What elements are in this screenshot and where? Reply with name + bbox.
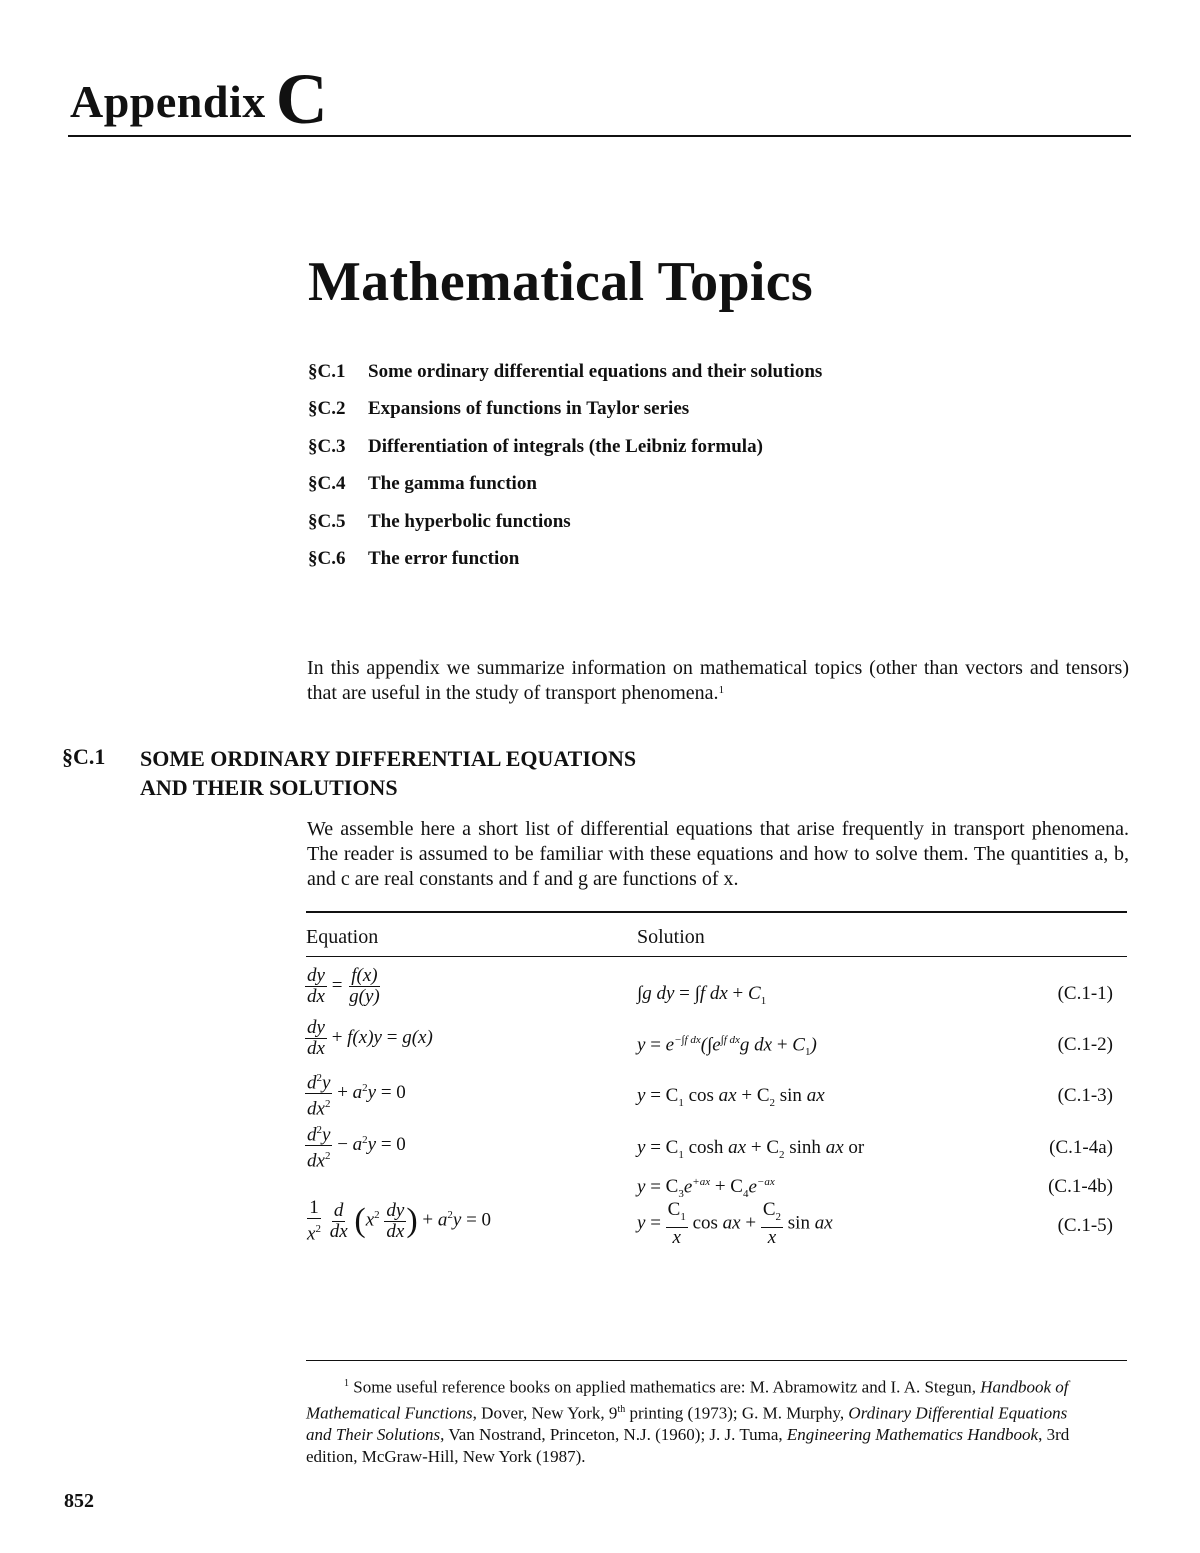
toc-title: The error function <box>368 548 520 569</box>
equation-c1-4: $\frac{d^2y}{dx^2}$ − $a^2y = 0$ <box>305 1120 406 1172</box>
table-header-rule <box>306 956 1127 957</box>
toc-number: §C.3 <box>308 436 346 457</box>
column-header-solution: Solution <box>637 926 705 948</box>
toc-title: Some ordinary differential equations and their solutions <box>368 361 823 382</box>
equation-c1-1: $\frac{dy}{dx}$ = $\frac{f(x)}{g(y)}$ <box>307 965 380 1007</box>
equation-number: (C.1-2) <box>1057 1034 1113 1055</box>
toc-item <box>308 511 571 537</box>
toc-number: §C.6 <box>308 548 346 569</box>
intro-text: In this appendix we summarize information on mathematical topics (other than vectors and tensors) that are useful in the study of transport phenomena. <box>307 657 1129 704</box>
toc-number: §C.2 <box>308 398 346 419</box>
footnote-book-title: Engineering Mathematics Handbook <box>786 1425 1039 1445</box>
footnote-superscript: th <box>617 1403 626 1415</box>
appendix-letter: C <box>275 59 329 139</box>
solution-c1-4a: $y = C_1$ cosh ax + $C_2$ sinh ax or <box>637 1137 865 1161</box>
toc-number: §C.1 <box>308 361 346 382</box>
solution-c1-4b: $y = C_3e^{+ax} + C_4e^{-ax}$ <box>637 1176 775 1201</box>
footnote-text: , Van Nostrand, Princeton, N.J. (1960); J. J. Tuma, <box>440 1425 783 1445</box>
equation-number: (C.1-4b) <box>1048 1176 1113 1197</box>
equation-number: (C.1-3) <box>1057 1085 1113 1106</box>
header-rule <box>68 135 1131 137</box>
toc-item <box>308 361 822 387</box>
section-heading-line: SOME ORDINARY DIFFERENTIAL EQUATIONS <box>140 746 637 771</box>
footnote-text: , Dover, New York, 9 <box>472 1403 618 1423</box>
chapter-title: Mathematical Topics <box>308 251 814 313</box>
appendix-heading <box>70 52 329 139</box>
page-number: 852 <box>64 1490 94 1512</box>
section-heading <box>140 744 636 802</box>
solution-c1-3: $y = C_1$ cos ax + $C_2$ sin ax <box>637 1085 825 1109</box>
table-top-rule <box>306 911 1127 913</box>
footnote <box>306 1373 1086 1468</box>
equation-c1-5: $\frac{1}{x^2}$ $\frac{d}{dx}$ ($x^2$ $\frac{dy}{dx}$ ) + $a^2y = 0$ <box>307 1197 492 1245</box>
section-paragraph: We assemble here a short list of differential equations that arise frequently in transport phenomena. The reader is assumed to be familiar with these equations and how to solve them. The quantities a, b, and c are real constants and f and g are functions of x. <box>307 818 1129 890</box>
toc-item <box>308 436 763 462</box>
footnote-text: Some useful reference books on applied mathematics are: M. Abramowitz and I. A. Stegun, <box>353 1377 976 1397</box>
equation-c1-3: $\frac{d^2y}{dx^2}$ + $a^2y = 0$ <box>305 1068 406 1120</box>
footnote-text: printing (1973); G. M. Murphy, <box>625 1403 845 1423</box>
equation-c1-2: $\frac{dy}{dx}$ + f(x)y = g(x) <box>307 1017 433 1059</box>
equation-number: (C.1-4a) <box>1049 1137 1113 1158</box>
toc-number: §C.4 <box>308 473 346 494</box>
column-header-equation: Equation <box>306 926 379 948</box>
toc-title: The gamma function <box>368 473 537 494</box>
footnote-ref: 1 <box>718 684 725 696</box>
appendix-word: Appendix <box>70 76 266 127</box>
footnote-text: , 3rd edition, McGraw-Hill, New York (1987). <box>306 1425 1070 1467</box>
toc-title: Expansions of functions in Taylor series <box>368 398 690 419</box>
toc-title: Differentiation of integrals (the Leibniz formula) <box>368 436 763 457</box>
toc-item <box>308 398 689 424</box>
solution-c1-1: ∫g dy = ∫f dx + $C_1$ <box>637 983 767 1007</box>
equation-number: (C.1-5) <box>1057 1215 1113 1236</box>
footnote-book-title: Handbook of Mathematical Functions <box>306 1377 1069 1423</box>
footnote-book-title: Ordinary Differential Equations and Their Solutions <box>306 1403 1068 1445</box>
section-heading-line: AND THEIR SOLUTIONS <box>140 775 398 800</box>
solution-c1-2: $y = e^{-\int f dx}(\int e^{\int f dx}g$ dx + $C_1$) <box>637 1034 817 1059</box>
toc-item <box>308 548 519 574</box>
footnote-marker: 1 <box>344 1378 349 1389</box>
toc-title: The hyperbolic functions <box>368 511 571 532</box>
footnote-rule <box>306 1360 1127 1361</box>
toc-item <box>308 473 537 499</box>
equation-number: (C.1-1) <box>1057 983 1113 1004</box>
toc-number: §C.5 <box>308 511 346 532</box>
section-number: §C.1 <box>62 744 106 769</box>
intro-paragraph <box>307 656 1129 706</box>
solution-c1-5: y = $\frac{C_1}{x}$ cos ax + $\frac{C_2}{x}$ sin ax <box>637 1199 833 1248</box>
